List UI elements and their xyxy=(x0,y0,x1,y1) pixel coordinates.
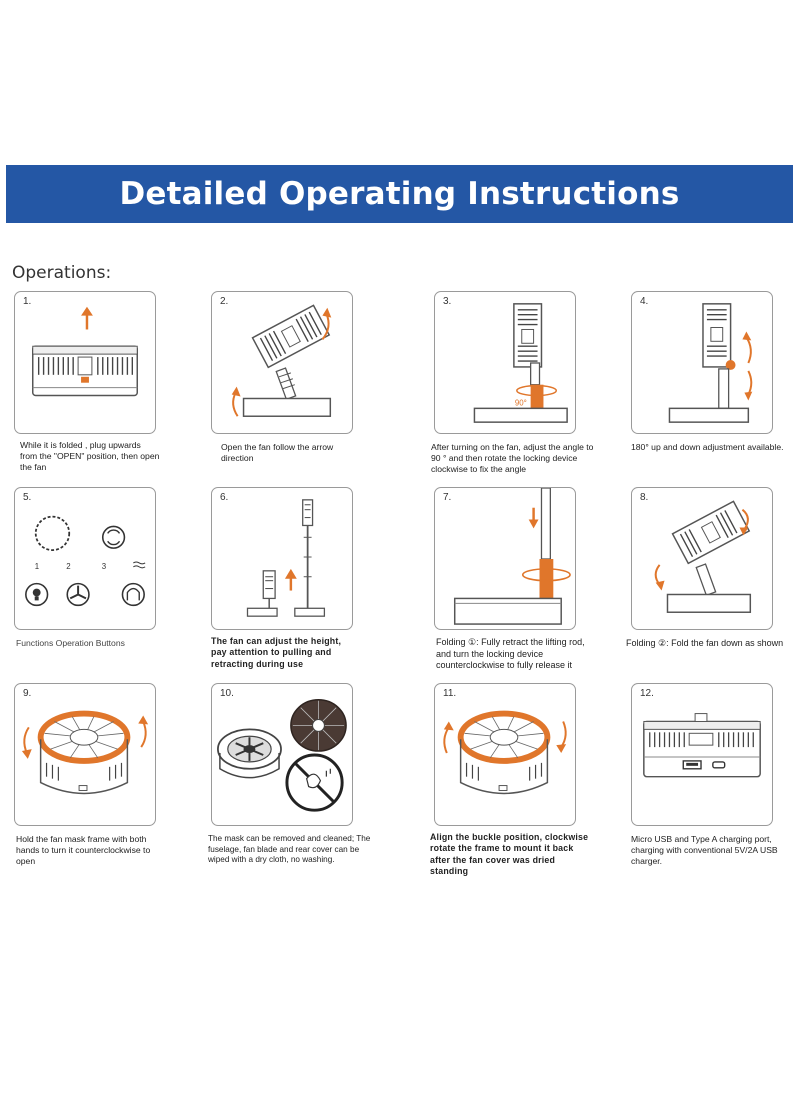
light-button-icon xyxy=(26,584,48,606)
step-3-panel xyxy=(434,291,576,434)
step-2-panel xyxy=(211,291,353,434)
step-7-caption: Folding ①: Fully retract the lifting rod, and turn the locking device counterclockwise to fully release it xyxy=(436,637,585,671)
fold-arrow-left-icon xyxy=(656,565,665,591)
step-10-caption: The mask can be removed and cleaned; The fuselage, fan blade and rear cover can be wiped with a dry cloth, no washing. xyxy=(208,834,371,864)
step-9-number: 9. xyxy=(23,688,32,699)
step-10-number: 10. xyxy=(220,688,234,699)
step-4-caption: 180° up and down adjustment available. xyxy=(631,442,784,452)
step-2-number: 2. xyxy=(220,296,229,307)
open-mask-illustration xyxy=(15,684,155,825)
mount-mask-illustration xyxy=(435,684,575,825)
step-5-number: 5. xyxy=(23,492,32,503)
step-6-number: 6. xyxy=(220,492,229,503)
oscillation-icon xyxy=(103,526,125,548)
step-1-number: 1. xyxy=(23,296,32,307)
cleaning-illustration xyxy=(212,684,352,825)
step-5-caption: Functions Operation Buttons xyxy=(16,638,125,648)
tilt-arrow-down-icon xyxy=(744,371,752,401)
step-8-number: 8. xyxy=(640,492,649,503)
step-11-caption: Align the buckle position, clockwise rotate the frame to mount it back after the fan cover was dried standing xyxy=(430,832,589,876)
button-number-3: 3 xyxy=(101,561,107,571)
step-12-caption: Micro USB and Type A charging port, charging with conventional 5V/2A USB charger. xyxy=(631,834,778,866)
curved-arrow-down-icon xyxy=(232,387,241,417)
clockwise-arrow-right-icon xyxy=(556,721,566,753)
fold-down-illustration xyxy=(632,488,772,629)
button-number-2: 2 xyxy=(66,561,71,571)
step-9-panel xyxy=(14,683,156,826)
fan-speed-button-icon xyxy=(67,584,89,606)
step-2-caption: Open the fan follow the arrow direction xyxy=(221,442,334,463)
step-8-caption: Folding ②: Fold the fan down as shown xyxy=(626,638,784,648)
raise-arrow-icon xyxy=(285,569,297,591)
counterclockwise-arrow-right-icon xyxy=(138,716,148,748)
retract-down-arrow-icon xyxy=(529,508,539,529)
no-washing-icon xyxy=(287,755,342,810)
step-4-number: 4. xyxy=(640,296,649,307)
step-12-panel xyxy=(631,683,773,826)
up-arrow-icon xyxy=(81,307,93,330)
step-12-number: 12. xyxy=(640,688,654,699)
folded-fan-illustration xyxy=(15,292,155,433)
usb-a-port-icon xyxy=(683,761,701,769)
height-adjust-illustration xyxy=(212,488,352,629)
step-7-number: 7. xyxy=(443,492,452,503)
button-number-1: 1 xyxy=(34,561,40,571)
function-buttons-illustration xyxy=(15,488,155,629)
step-3-number: 3. xyxy=(443,296,452,307)
wind-icon xyxy=(133,562,145,568)
step-11-panel xyxy=(434,683,576,826)
step-4-panel xyxy=(631,291,773,434)
clockwise-arrow-left-icon xyxy=(444,721,454,753)
step-8-panel xyxy=(631,487,773,630)
step-6-caption: The fan can adjust the height, pay attention to pulling and retracting during use xyxy=(211,636,342,669)
step-1-caption: While it is folded , plug upwards from the "OPEN" position, then open the fan xyxy=(20,440,160,472)
step-1-panel xyxy=(14,291,156,434)
tilt-adjust-illustration xyxy=(632,292,772,433)
angle-adjust-illustration xyxy=(435,292,575,433)
step-7-panel xyxy=(434,487,576,630)
step-10-panel xyxy=(211,683,353,826)
page-title: Detailed Operating Instructions xyxy=(119,176,680,212)
step-9-caption: Hold the fan mask frame with both hands to turn it counterclockwise to open xyxy=(16,834,151,866)
charging-ports-illustration xyxy=(632,684,772,825)
step-3-caption: After turning on the fan, adjust the angle to 90 ° and then rotate the locking device clockwise to fix the angle xyxy=(431,442,594,474)
step-5-panel xyxy=(14,487,156,630)
opening-fan-illustration xyxy=(212,292,352,433)
day-night-mode-icon xyxy=(36,517,70,551)
angle-label: 90° xyxy=(514,398,527,408)
tilt-arrow-up-icon xyxy=(742,331,751,363)
counterclockwise-arrow-left-icon xyxy=(22,727,32,759)
step-6-panel xyxy=(211,487,353,630)
power-button-icon xyxy=(122,584,144,606)
operations-heading: Operations: xyxy=(12,263,112,283)
step-11-number: 11. xyxy=(443,688,457,699)
retract-rod-illustration xyxy=(435,488,575,629)
micro-usb-port-icon xyxy=(713,762,725,768)
title-banner xyxy=(6,165,793,223)
